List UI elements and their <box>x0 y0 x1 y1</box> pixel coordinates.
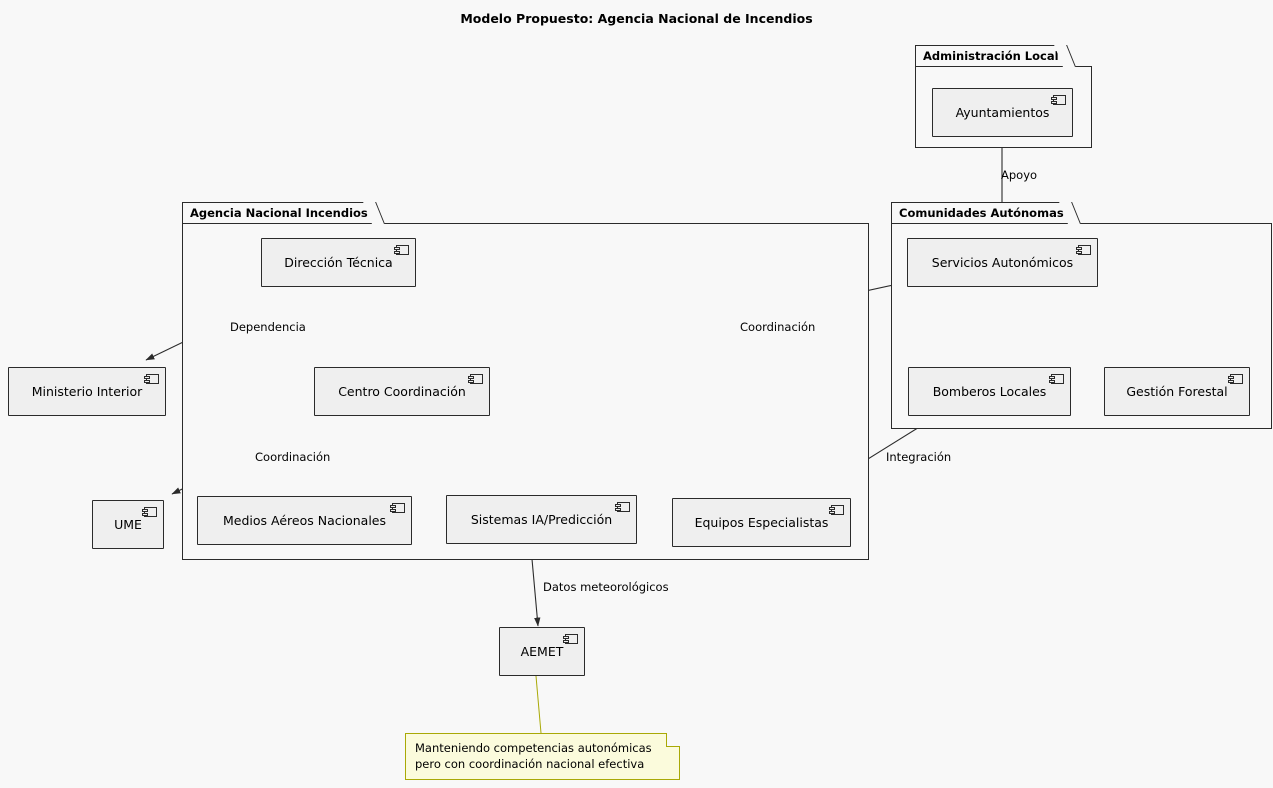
node-medios-aereos-nacionales[interactable] <box>197 496 412 545</box>
node-centro-coordinacion-label: Centro Coordinación <box>338 384 466 399</box>
node-sistemas-ia-prediccion[interactable] <box>446 495 637 544</box>
component-icon <box>831 505 844 515</box>
component-icon <box>565 634 578 644</box>
node-ministerio-interior-label: Ministerio Interior <box>31 384 143 399</box>
note-competencias <box>405 733 680 780</box>
note-connector <box>536 676 541 733</box>
edge-label-integracion: Integración <box>886 450 952 464</box>
node-ministerio-interior[interactable] <box>8 367 166 416</box>
component-icon <box>617 502 630 512</box>
package-administracion-local-title: Administración Local <box>915 45 1066 66</box>
component-icon <box>392 503 405 513</box>
edge-label-dependencia: Dependencia <box>230 320 306 334</box>
node-direccion-tecnica[interactable] <box>261 238 416 287</box>
node-medios-aereos-label: Medios Aéreos Nacionales <box>223 513 386 528</box>
package-ccaa-title: Comunidades Autónomas <box>891 202 1071 223</box>
node-aemet[interactable] <box>499 627 585 676</box>
node-servicios-autonomicos-label: Servicios Autonómicos <box>931 255 1074 270</box>
component-icon <box>1051 374 1064 384</box>
note-line-1: Manteniendo competencias autonómicas <box>415 741 652 755</box>
node-equipos-especialistas[interactable] <box>672 498 851 547</box>
node-gestion-forestal[interactable] <box>1104 367 1250 416</box>
node-bomberos-locales-label: Bomberos Locales <box>932 384 1047 399</box>
edge-label-coordinacion-ccaa: Coordinación <box>740 320 816 334</box>
node-ayuntamientos-label: Ayuntamientos <box>955 105 1050 120</box>
component-icon <box>1053 95 1066 105</box>
component-icon <box>1230 374 1243 384</box>
node-gestion-forestal-label: Gestión Forestal <box>1126 384 1228 399</box>
component-icon <box>1078 245 1091 255</box>
edge-label-coordinacion-ume: Coordinación <box>255 450 331 464</box>
node-bomberos-locales[interactable] <box>908 367 1071 416</box>
diagram-title: Modelo Propuesto: Agencia Nacional de Incendios <box>460 11 813 26</box>
note-fold-icon <box>666 733 680 747</box>
component-icon <box>144 507 157 517</box>
edge-label-datos-meteorologicos: Datos meteorológicos <box>543 580 669 594</box>
node-direccion-tecnica-label: Dirección Técnica <box>284 255 393 270</box>
node-sistemas-ia-label: Sistemas IA/Predicción <box>470 512 613 527</box>
note-line-2: pero con coordinación nacional efectiva <box>415 756 645 771</box>
package-agencia-title: Agencia Nacional Incendios <box>182 202 375 223</box>
component-icon <box>470 374 483 384</box>
node-ume-label: UME <box>114 517 142 532</box>
node-ayuntamientos[interactable] <box>932 88 1073 137</box>
edge-label-apoyo: Apoyo <box>1001 168 1038 182</box>
node-servicios-autonomicos[interactable] <box>907 238 1098 287</box>
node-ume[interactable] <box>92 500 164 549</box>
node-aemet-label: AEMET <box>520 644 564 659</box>
node-equipos-especialistas-label: Equipos Especialistas <box>694 515 829 530</box>
component-icon <box>396 245 409 255</box>
node-centro-coordinacion[interactable] <box>314 367 490 416</box>
component-icon <box>146 374 159 384</box>
